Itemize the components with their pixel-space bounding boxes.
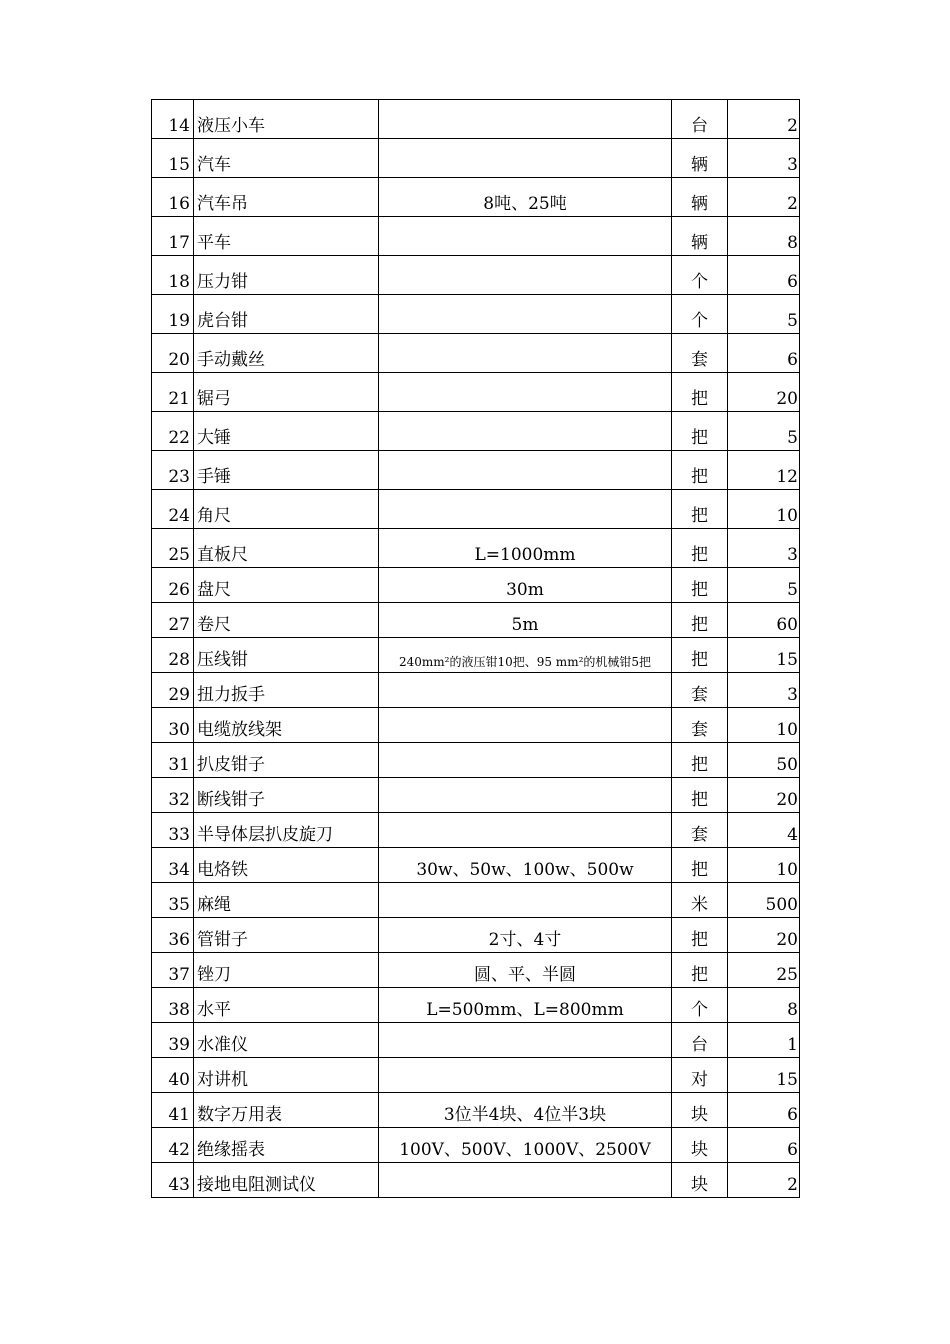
row-number-cell: 22	[152, 412, 194, 451]
spec-cell: 2寸、4寸	[379, 918, 672, 953]
item-name-cell: 扭力扳手	[194, 673, 379, 708]
row-number-cell: 23	[152, 451, 194, 490]
spec-cell	[379, 778, 672, 813]
table-row	[152, 603, 800, 638]
unit-cell: 把	[672, 490, 728, 529]
spec-cell	[379, 100, 672, 139]
spec-cell	[379, 813, 672, 848]
spec-cell: 30m	[379, 568, 672, 603]
quantity-cell: 20	[728, 373, 800, 412]
row-number-cell: 25	[152, 529, 194, 568]
unit-cell: 块	[672, 1128, 728, 1163]
table-row	[152, 1058, 800, 1093]
spec-cell	[379, 743, 672, 778]
table-row	[152, 638, 800, 673]
unit-cell: 个	[672, 256, 728, 295]
item-name-cell: 电烙铁	[194, 848, 379, 883]
item-name-cell: 手锤	[194, 451, 379, 490]
table-row	[152, 100, 800, 139]
unit-cell: 把	[672, 778, 728, 813]
row-number-cell: 21	[152, 373, 194, 412]
row-number-cell: 29	[152, 673, 194, 708]
table-row	[152, 988, 800, 1023]
row-number-cell: 16	[152, 178, 194, 217]
quantity-cell: 2	[728, 178, 800, 217]
spec-cell	[379, 1023, 672, 1058]
spec-cell	[379, 883, 672, 918]
row-number-cell: 18	[152, 256, 194, 295]
unit-cell: 把	[672, 638, 728, 673]
quantity-cell: 1	[728, 1023, 800, 1058]
spec-cell	[379, 295, 672, 334]
item-name-cell: 接地电阻测试仪	[194, 1163, 379, 1198]
table-row	[152, 1163, 800, 1198]
unit-cell: 把	[672, 848, 728, 883]
equipment-table	[151, 99, 800, 1198]
spec-cell	[379, 217, 672, 256]
item-name-cell: 半导体层扒皮旋刀	[194, 813, 379, 848]
spec-cell: 5m	[379, 603, 672, 638]
table-row	[152, 139, 800, 178]
item-name-cell: 管钳子	[194, 918, 379, 953]
row-number-cell: 33	[152, 813, 194, 848]
quantity-cell: 8	[728, 988, 800, 1023]
item-name-cell: 断线钳子	[194, 778, 379, 813]
unit-cell: 把	[672, 743, 728, 778]
quantity-cell: 5	[728, 295, 800, 334]
table-row	[152, 295, 800, 334]
spec-cell	[379, 708, 672, 743]
unit-cell: 套	[672, 673, 728, 708]
item-name-cell: 水平	[194, 988, 379, 1023]
table-row	[152, 1093, 800, 1128]
row-number-cell: 37	[152, 953, 194, 988]
table-row	[152, 568, 800, 603]
item-name-cell: 盘尺	[194, 568, 379, 603]
spec-cell: 8吨、25吨	[379, 178, 672, 217]
quantity-cell: 6	[728, 256, 800, 295]
unit-cell: 把	[672, 373, 728, 412]
row-number-cell: 28	[152, 638, 194, 673]
spec-cell	[379, 334, 672, 373]
quantity-cell: 6	[728, 334, 800, 373]
row-number-cell: 31	[152, 743, 194, 778]
quantity-cell: 10	[728, 848, 800, 883]
quantity-cell: 15	[728, 1058, 800, 1093]
row-number-cell: 15	[152, 139, 194, 178]
spec-cell: 30w、50w、100w、500w	[379, 848, 672, 883]
row-number-cell: 36	[152, 918, 194, 953]
table-row	[152, 256, 800, 295]
spec-cell	[379, 1163, 672, 1198]
item-name-cell: 直板尺	[194, 529, 379, 568]
item-name-cell: 压力钳	[194, 256, 379, 295]
unit-cell: 辆	[672, 178, 728, 217]
spec-cell: L=1000mm	[379, 529, 672, 568]
unit-cell: 套	[672, 708, 728, 743]
quantity-cell: 500	[728, 883, 800, 918]
item-name-cell: 锉刀	[194, 953, 379, 988]
item-name-cell: 扒皮钳子	[194, 743, 379, 778]
item-name-cell: 电缆放线架	[194, 708, 379, 743]
row-number-cell: 14	[152, 100, 194, 139]
item-name-cell: 锯弓	[194, 373, 379, 412]
table-row	[152, 883, 800, 918]
quantity-cell: 5	[728, 568, 800, 603]
unit-cell: 把	[672, 529, 728, 568]
spec-cell	[379, 490, 672, 529]
table-row	[152, 217, 800, 256]
row-number-cell: 17	[152, 217, 194, 256]
quantity-cell: 20	[728, 918, 800, 953]
unit-cell: 把	[672, 918, 728, 953]
quantity-cell: 5	[728, 412, 800, 451]
unit-cell: 台	[672, 100, 728, 139]
row-number-cell: 24	[152, 490, 194, 529]
item-name-cell: 对讲机	[194, 1058, 379, 1093]
row-number-cell: 27	[152, 603, 194, 638]
quantity-cell: 6	[728, 1128, 800, 1163]
spec-cell: 100V、500V、1000V、2500V	[379, 1128, 672, 1163]
quantity-cell: 3	[728, 139, 800, 178]
table-row	[152, 778, 800, 813]
equipment-table-body	[152, 100, 800, 1198]
quantity-cell: 8	[728, 217, 800, 256]
table-row	[152, 848, 800, 883]
spec-cell: 圆、平、半圆	[379, 953, 672, 988]
row-number-cell: 42	[152, 1128, 194, 1163]
table-row	[152, 1128, 800, 1163]
row-number-cell: 30	[152, 708, 194, 743]
row-number-cell: 32	[152, 778, 194, 813]
unit-cell: 块	[672, 1093, 728, 1128]
unit-cell: 套	[672, 334, 728, 373]
row-number-cell: 20	[152, 334, 194, 373]
row-number-cell: 41	[152, 1093, 194, 1128]
table-row	[152, 373, 800, 412]
unit-cell: 把	[672, 953, 728, 988]
spec-cell	[379, 256, 672, 295]
quantity-cell: 4	[728, 813, 800, 848]
item-name-cell: 大锤	[194, 412, 379, 451]
table-row	[152, 743, 800, 778]
unit-cell: 个	[672, 295, 728, 334]
table-row	[152, 178, 800, 217]
unit-cell: 台	[672, 1023, 728, 1058]
table-row	[152, 708, 800, 743]
unit-cell: 辆	[672, 139, 728, 178]
quantity-cell: 6	[728, 1093, 800, 1128]
spec-cell	[379, 673, 672, 708]
unit-cell: 辆	[672, 217, 728, 256]
unit-cell: 把	[672, 568, 728, 603]
unit-cell: 个	[672, 988, 728, 1023]
unit-cell: 把	[672, 451, 728, 490]
spec-cell: L=500mm、L=800mm	[379, 988, 672, 1023]
row-number-cell: 19	[152, 295, 194, 334]
row-number-cell: 35	[152, 883, 194, 918]
spec-cell	[379, 1058, 672, 1093]
item-name-cell: 麻绳	[194, 883, 379, 918]
table-row	[152, 412, 800, 451]
item-name-cell: 数字万用表	[194, 1093, 379, 1128]
row-number-cell: 40	[152, 1058, 194, 1093]
spec-cell	[379, 139, 672, 178]
item-name-cell: 平车	[194, 217, 379, 256]
item-name-cell: 绝缘摇表	[194, 1128, 379, 1163]
row-number-cell: 39	[152, 1023, 194, 1058]
item-name-cell: 手动戴丝	[194, 334, 379, 373]
table-row	[152, 953, 800, 988]
quantity-cell: 3	[728, 529, 800, 568]
row-number-cell: 34	[152, 848, 194, 883]
row-number-cell: 43	[152, 1163, 194, 1198]
unit-cell: 把	[672, 603, 728, 638]
item-name-cell: 汽车	[194, 139, 379, 178]
quantity-cell: 2	[728, 100, 800, 139]
item-name-cell: 卷尺	[194, 603, 379, 638]
table-row	[152, 451, 800, 490]
item-name-cell: 水准仪	[194, 1023, 379, 1058]
unit-cell: 块	[672, 1163, 728, 1198]
unit-cell: 米	[672, 883, 728, 918]
quantity-cell: 2	[728, 1163, 800, 1198]
table-row	[152, 673, 800, 708]
item-name-cell: 虎台钳	[194, 295, 379, 334]
row-number-cell: 38	[152, 988, 194, 1023]
table-row	[152, 1023, 800, 1058]
quantity-cell: 10	[728, 490, 800, 529]
spec-cell	[379, 451, 672, 490]
quantity-cell: 25	[728, 953, 800, 988]
quantity-cell: 12	[728, 451, 800, 490]
unit-cell: 对	[672, 1058, 728, 1093]
quantity-cell: 15	[728, 638, 800, 673]
spec-cell: 240mm²的液压钳10把、95 mm²的机械钳5把	[379, 638, 672, 673]
table-row	[152, 529, 800, 568]
item-name-cell: 压线钳	[194, 638, 379, 673]
quantity-cell: 60	[728, 603, 800, 638]
quantity-cell: 10	[728, 708, 800, 743]
quantity-cell: 3	[728, 673, 800, 708]
table-row	[152, 918, 800, 953]
table-row	[152, 490, 800, 529]
quantity-cell: 50	[728, 743, 800, 778]
unit-cell: 把	[672, 412, 728, 451]
spec-cell	[379, 373, 672, 412]
unit-cell: 套	[672, 813, 728, 848]
quantity-cell: 20	[728, 778, 800, 813]
table-row	[152, 813, 800, 848]
spec-cell: 3位半4块、4位半3块	[379, 1093, 672, 1128]
item-name-cell: 汽车吊	[194, 178, 379, 217]
item-name-cell: 角尺	[194, 490, 379, 529]
table-row	[152, 334, 800, 373]
spec-cell	[379, 412, 672, 451]
row-number-cell: 26	[152, 568, 194, 603]
item-name-cell: 液压小车	[194, 100, 379, 139]
